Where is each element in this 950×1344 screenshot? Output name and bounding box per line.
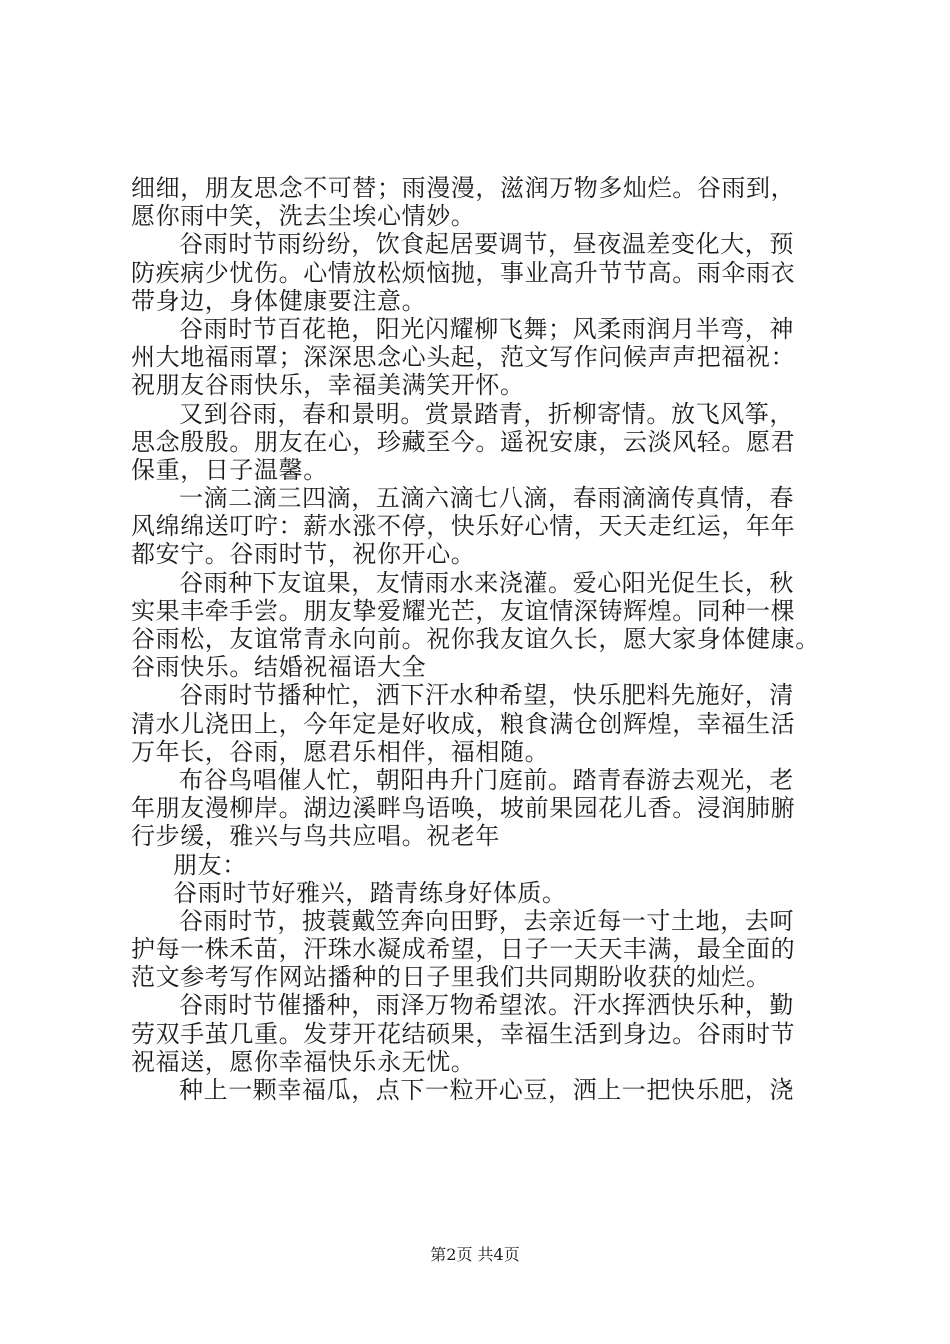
text-line: 谷雨时节播种忙，洒下汗水种希望，快乐肥料先施好，清 [179,681,794,710]
text-line: 谷雨松，友谊常青永向前。祝你我友谊久长，愿大家身体健康。 [131,625,820,653]
text-line: 州大地福雨罩；深深思念心头起，范文写作问候声声把福祝： [131,343,796,372]
text-line: 谷雨快乐。结婚祝福语大全 [131,653,427,682]
text-line: 范文参考写作网站播种的日子里我们共同期盼收获的灿烂。 [131,963,771,992]
text-line: 祝福送，愿你幸福快乐永无忧。 [131,1047,476,1076]
text-line: 谷雨种下友谊果，友情雨水来浇灌。爱心阳光促生长，秋 [179,568,794,597]
text-line: 年朋友漫柳岸。湖边溪畔鸟语唤，坡前果园花儿香。浸润肺腑 [131,794,796,823]
text-line: 思念殷殷。朋友在心，珍藏至今。遥祝安康，云淡风轻。愿君 [131,427,796,456]
text-line: 实果丰牵手尝。朋友挚爱耀光芒，友谊情深铸辉煌。同种一棵 [131,596,796,625]
document-body [131,174,841,1104]
text-line: 劳双手茧几重。发芽开花结硕果，幸福生活到身边。谷雨时节 [131,1019,796,1048]
text-line: 清水儿浇田上，今年定是好收成，粮食满仓创辉煌，幸福生活 [131,709,796,738]
text-line: 护每一株禾苗，汗珠水凝成希望，日子一天天丰满，最全面的 [131,935,796,964]
text-line: 带身边，身体健康要注意。 [131,286,427,315]
text-line: 谷雨时节雨纷纷，饮食起居要调节，昼夜温差变化大，预 [179,230,794,259]
text-line: 都安宁。谷雨时节，祝你开心。 [131,540,476,569]
text-line: 行步缓，雅兴与鸟共应唱。祝老年 [131,822,500,851]
text-line: 风绵绵送叮咛：薪水涨不停，快乐好心情，天天走红运，年年 [131,512,796,541]
text-line: 细细，朋友思念不可替；雨漫漫，滋润万物多灿烂。谷雨到， [131,174,796,202]
text-line: 万年长，谷雨，愿君乐相伴，福相随。 [131,737,550,766]
page-number-footer: 第2页 共4页 [430,1245,520,1264]
text-line: 种上一颗幸福瓜，点下一粒开心豆，洒上一把快乐肥，浇 [179,1076,794,1104]
text-line: 防疾病少忧伤。心情放松烦恼抛，事业高升节节高。雨伞雨衣 [131,258,796,287]
text-line: 祝朋友谷雨快乐，幸福美满笑开怀。 [131,371,525,400]
text-line: 谷雨时节催播种，雨泽万物希望浓。汗水挥洒快乐种，勤 [179,991,794,1020]
text-line: 朋友： [173,850,247,879]
text-line: 谷雨时节好雅兴，踏青练身好体质。 [173,878,567,907]
text-line: 一滴二滴三四滴，五滴六滴七八滴，春雨滴滴传真情，春 [179,484,794,513]
text-line: 谷雨时节百花艳，阳光闪耀柳飞舞；风柔雨润月半弯，神 [179,314,794,343]
text-line: 布谷鸟唱催人忙，朝阳冉升门庭前。踏青春游去观光，老 [179,765,794,794]
text-line: 愿你雨中笑，洗去尘埃心情妙。 [131,202,476,231]
text-line: 保重，日子温馨。 [131,455,328,484]
text-line: 又到谷雨，春和景明。赏景踏青，折柳寄情。放飞风筝， [179,399,794,428]
text-line: 谷雨时节，披蓑戴笠奔向田野，去亲近每一寸土地，去呵 [179,906,794,935]
